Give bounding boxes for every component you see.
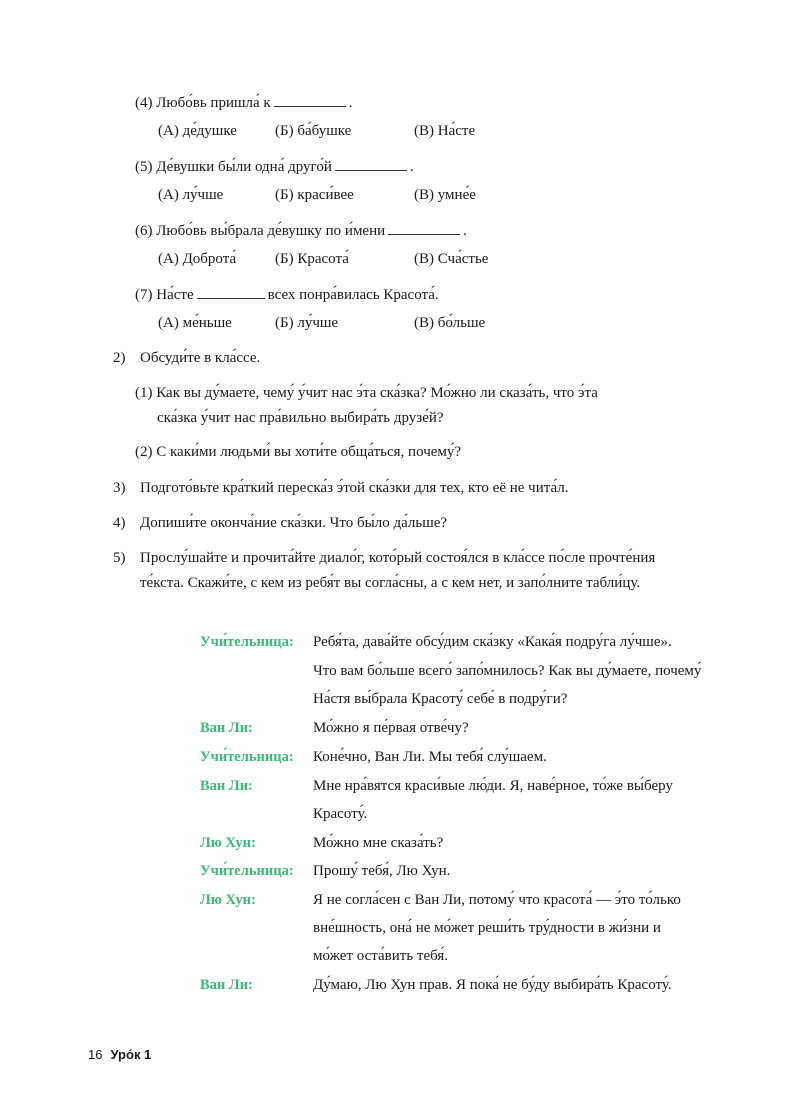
option-c[interactable]: (В) умне́е [414, 187, 476, 203]
option-a[interactable]: (А) Доброта́ [158, 251, 237, 267]
dialogue-line: Мне нра́вятся краси́вые лю́ди. Я, наве́рное, то́же вы́беру [313, 778, 673, 794]
dialogue-line: Ду́маю, Лю Хун прав. Я пока́ не бу́ду выбира́ть Красоту́. [313, 977, 672, 993]
question-6-end: . [463, 223, 467, 239]
lesson-label: Уро́к 1 [110, 1047, 152, 1062]
task-4-number: 4) [113, 515, 126, 531]
question-4-options [158, 123, 558, 143]
speaker-label: Ван Ли: [200, 778, 253, 794]
option-a[interactable]: (А) ме́ньше [158, 315, 232, 331]
dialogue-line: Ребя́та, дава́йте обсу́дим ска́зку «Кака́я подру́га лу́чше». [313, 634, 672, 650]
dialogue-line: На́стя вы́брала Красоту́ себе́ в подру́ги? [313, 691, 568, 707]
question-4 [135, 94, 352, 112]
question-6 [135, 222, 467, 240]
question-7-options [158, 315, 558, 335]
option-b[interactable]: (Б) ба́бушке [275, 123, 352, 139]
answer-blank[interactable] [388, 222, 460, 235]
option-b[interactable]: (Б) Красота́ [275, 251, 349, 267]
option-b[interactable]: (Б) лу́чше [275, 315, 339, 331]
question-7-end: всех понра́вилась Красота́. [267, 287, 439, 303]
option-a[interactable]: (А) де́душке [158, 123, 237, 139]
dialogue-line: Что вам бо́льше всего́ запо́мнилось? Как вы ду́маете, почему́ [313, 663, 702, 679]
dialogue-line: Прошу́ тебя́, Лю Хун. [313, 863, 451, 879]
answer-blank[interactable] [335, 158, 407, 171]
question-5 [135, 158, 414, 176]
task-2-number: 2) [113, 350, 126, 366]
speaker-label: Лю Хун: [200, 892, 256, 908]
task-2-title: Обсуди́те в кла́ссе. [140, 350, 261, 366]
dialogue-line: Коне́чно, Ван Ли. Мы тебя́ слу́шаем. [313, 749, 547, 765]
question-5-end: . [409, 159, 414, 175]
page-footer [88, 1047, 151, 1062]
page-number: 16 [88, 1047, 103, 1062]
question-6-text: (6) Любо́вь вы́брала де́вушку по и́мени [135, 223, 386, 239]
dialogue-line: Я не согла́сен с Ван Ли, потому́ что красота́ — э́то то́лько [313, 892, 681, 908]
speaker-label: Лю Хун: [200, 835, 256, 851]
option-b[interactable]: (Б) краси́вее [275, 187, 354, 203]
answer-blank[interactable] [197, 286, 265, 299]
task-5-number: 5) [113, 550, 126, 566]
option-c[interactable]: (В) Сча́стье [414, 251, 489, 267]
task-5-line-1: Прослу́шайте и прочита́йте диало́г, кото́рый состоя́лся в кла́ссе по́сле прочте́ния [140, 550, 656, 566]
question-4-end: . [348, 95, 353, 111]
dialogue-line: мо́жет оста́вить тебя́. [313, 948, 449, 964]
question-7-text: (7) На́сте [135, 287, 194, 303]
question-4-text: (4) Любо́вь пришла́ к [135, 95, 271, 111]
task-3-number: 3) [113, 480, 126, 496]
task-3-text: Подгото́вьте кра́ткий переска́з э́той ска́зки для тех, кто её не чита́л. [140, 480, 569, 496]
option-c[interactable]: (В) На́сте [414, 123, 476, 139]
option-c[interactable]: (В) бо́льше [414, 315, 486, 331]
question-7 [135, 286, 439, 304]
dialogue-line: Красоту́. [313, 806, 368, 822]
answer-blank[interactable] [274, 94, 346, 107]
speaker-label: Учи́тельница: [200, 634, 294, 650]
task-2-item-1: (1) Как вы ду́маете, чему́ у́чит нас э́та ска́зка? Мо́жно ли сказа́ть, что э́та [135, 385, 598, 401]
task-2-item-2: (2) С каки́ми людьми́ вы хоти́те обща́ться, почему́? [135, 444, 462, 460]
task-5-line-2: те́кста. Скажи́те, с кем из ребя́т вы согла́сны, а с кем нет, и запо́лните табли́цу. [140, 575, 641, 591]
question-5-text: (5) Де́вушки бы́ли одна́ друго́й [135, 159, 332, 175]
dialogue-line: Мо́жно я пе́рвая отве́чу? [313, 720, 469, 736]
dialogue-line: Мо́жно мне сказа́ть? [313, 835, 444, 851]
task-4-text: Допиши́те оконча́ние ска́зки. Что бы́ло да́льше? [140, 515, 448, 531]
speaker-label: Ван Ли: [200, 720, 253, 736]
speaker-label: Ван Ли: [200, 977, 253, 993]
dialogue-line: вне́шность, она́ не мо́жет реши́ть тру́дности в жи́зни и [313, 920, 661, 936]
question-6-options [158, 251, 558, 271]
speaker-label: Учи́тельница: [200, 863, 294, 879]
speaker-label: Учи́тельница: [200, 749, 294, 765]
task-2-item-1-cont: ска́зка у́чит нас пра́вильно выбира́ть друзе́й? [157, 410, 444, 426]
question-5-options [158, 187, 558, 207]
option-a[interactable]: (А) лу́чше [158, 187, 224, 203]
